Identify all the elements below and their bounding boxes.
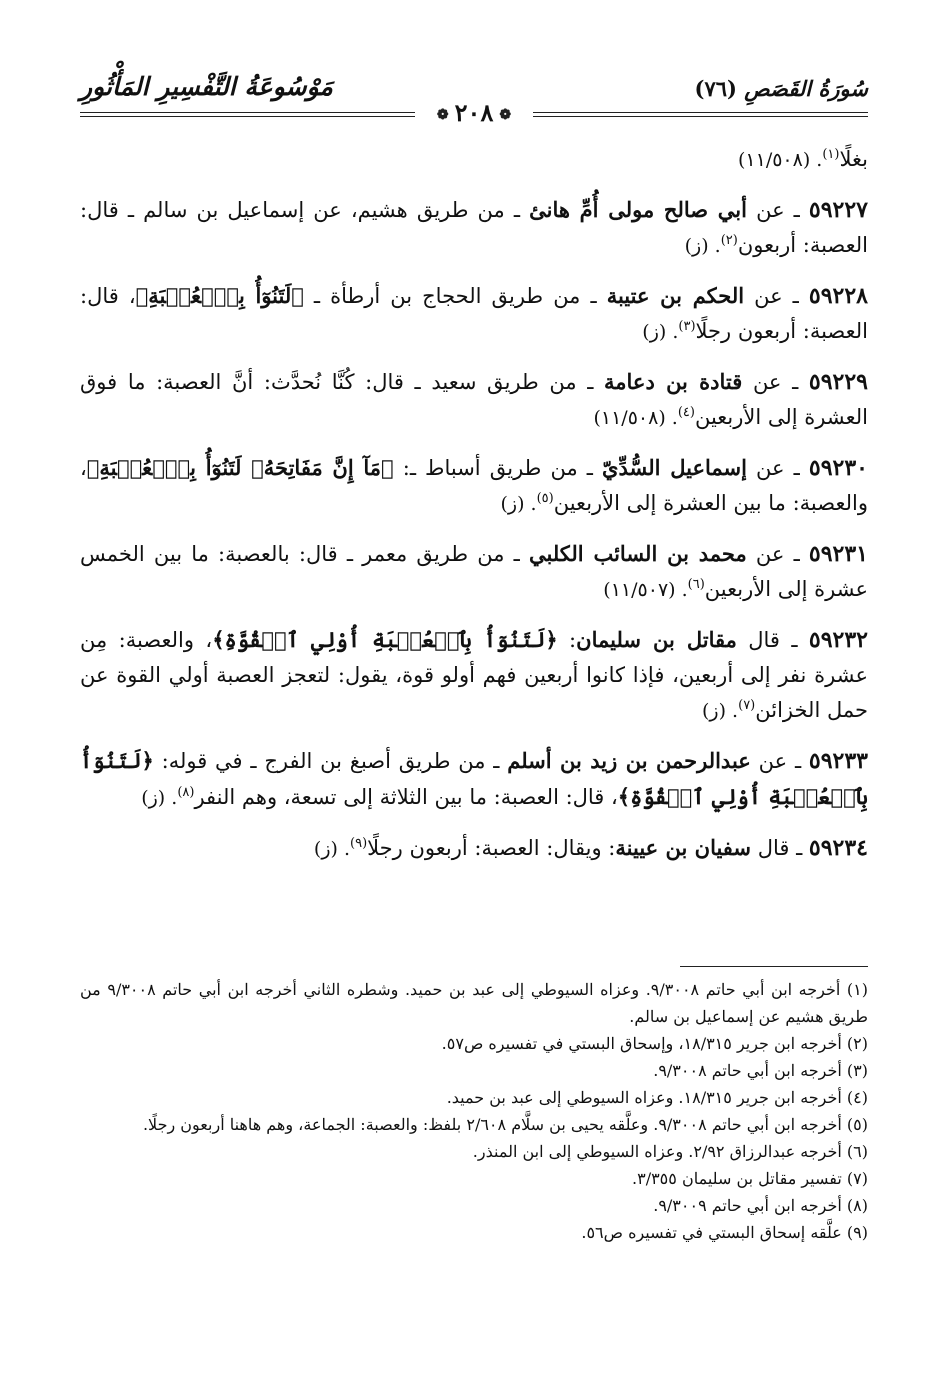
footnote-marker[interactable]: (٤) [677, 405, 695, 420]
narration-number: ٥٩٢٢٩ [808, 369, 868, 395]
text: ـ عن [746, 456, 809, 480]
narration-59232 [80, 622, 868, 729]
footnote-7: (٧) تفسير مقاتل بن سليمان ٣/٣٥٥. [632, 1169, 868, 1188]
reference: . (ز) [702, 700, 739, 722]
footnote-marker[interactable]: (٦) [687, 577, 705, 592]
surah-heading [695, 76, 868, 101]
footnote-marker[interactable]: (٩) [350, 836, 368, 851]
surah-name: سُورَةُ القَصَصِ [744, 76, 868, 101]
narration-number: ٥٩٢٣٤ [808, 835, 868, 861]
page-number-block [431, 98, 517, 127]
narrator-name: محمد بن السائب الكلبي [529, 541, 747, 566]
footnote-3: (٣) أخرجه ابن أبي حاتم ٩/٣٠٠٨. [653, 1061, 868, 1080]
text: ـ عن [746, 542, 809, 566]
quran-quote: ﴿لَتَنُوٓأُ بِٱلۡعُصۡبَةِ أُوْلِي ٱلۡقُوَّةِ﴾ [212, 627, 558, 652]
reference: . (ز) [313, 838, 350, 860]
footnote-9: (٩) علَّقه إسحاق البستي في تفسيره ص٥٦. [581, 1223, 868, 1242]
page-number: ٢٠٨ [454, 98, 494, 127]
reference: . (١١/٥٠٧) [603, 579, 688, 601]
text: ، والعصبة: ما بين العشرة إلى الأربعين [80, 456, 868, 515]
narration-number: ٥٩٢٢٨ [808, 283, 868, 309]
text: ، والعصبة: مِن عشرة نفر إلى أربعين، فإذا كانوا أربعين فهم أولو قوة، يقول: لتعجز العصبة أولي القوة عن حمل الخزائن [80, 628, 868, 722]
narration-59228 [80, 278, 868, 350]
reference: . (ز) [642, 321, 679, 343]
footnote-marker[interactable]: (٧) [738, 698, 756, 713]
text: ـ من طريق سعيد ـ قال: كُنَّا نُحدَّث: أنَّ العصبة: ما فوق العشرة إلى الأربعين [80, 370, 868, 429]
paragraph-continuation [80, 142, 868, 178]
narration-number: ٥٩٢٣٢ [808, 627, 868, 653]
header-rule-right-inner [533, 116, 868, 117]
narration-59229 [80, 364, 868, 436]
header-rule-right [533, 112, 868, 113]
text: : ويقال: العصبة: أربعون رجلًا [367, 836, 616, 860]
footnote-1: (١) أخرجه ابن أبي حاتم ٩/٣٠٠٨. وعزاه السيوطي إلى عبد بن حميد. وشطره الثاني أخرجه ابن أبي حاتم ٩/٣٠٠٨ من طريق هشيم عن إسماعيل بن سالم. [80, 980, 868, 1026]
text: ـ من طريق أسباط ـ: [393, 456, 603, 480]
footnote-marker[interactable]: (٢) [720, 233, 738, 248]
narration-number: ٥٩٢٣٠ [808, 455, 868, 481]
narrator-name: إسماعيل السُّدِّيّ [602, 455, 747, 480]
header-rule-left-inner [80, 116, 415, 117]
text: : [557, 628, 577, 652]
text: ـ عن [750, 749, 809, 773]
book-title: مَوْسُوعَةُ التَّفْسِيرِ المَأْثُورِ [80, 72, 333, 101]
text: ـ عن [742, 370, 809, 394]
text: بغلًا [839, 147, 868, 171]
quran-quote: ﴿مَآ إِنَّ مَفَاتِحَهُۥ لَتَنُوٓأُ بِٱلۡعُصۡبَةِ﴾ [86, 455, 394, 480]
narrator-name: مقاتل بن سليمان [576, 627, 737, 652]
narrator-name: قتادة بن دعامة [604, 369, 743, 394]
reference: . (١١/٥٠٨) [737, 149, 823, 171]
reference: . (ز) [684, 235, 721, 257]
quran-quote: ﴿لَتَنُوٓأُ بِٱلۡعُصۡبَةِ﴾ [135, 283, 304, 308]
text: ـ قال [736, 628, 809, 652]
narration-59234 [80, 830, 868, 867]
footnote-marker[interactable]: (٣) [678, 319, 696, 334]
narration-number: ٥٩٢٢٧ [808, 197, 868, 223]
text: ـ من طريق هشيم، عن إسماعيل بن سالم ـ قال: العصبة: أربعون [80, 198, 868, 257]
reference: . (ز) [500, 493, 537, 515]
narrator-name: الحكم بن عتيبة [606, 283, 745, 308]
narrator-name: أبي صالح مولى أُمِّ هانئ [529, 197, 747, 222]
narration-59231 [80, 536, 868, 608]
footnote-5: (٥) أخرجه ابن أبي حاتم ٩/٣٠٠٨. وعلَّقه يحيى بن سلَّام ٢/٦٠٨ بلفظ: والعصبة: الجماعة، وهم هاهنا أربعون رجلًا. [142, 1115, 868, 1134]
text: ، قال: العصبة: ما بين الثلاثة إلى تسعة، وهم النفر [194, 785, 618, 809]
text: ـ عن [747, 198, 809, 222]
footnote-separator [680, 966, 868, 967]
text: ، قال: العصبة: أربعون رجلًا [80, 284, 868, 343]
narrator-name: عبدالرحمن بن زيد بن أسلم [507, 748, 751, 773]
footnotes [80, 976, 868, 1246]
quran-quote: ﴿لَتَنُوٓأُ بِٱلۡعُصۡبَةِ أُوْلِي ٱلۡقُوَّةِ﴾ [80, 748, 868, 809]
footnote-marker[interactable]: (١) [822, 147, 840, 162]
footnote-marker[interactable]: (٥) [536, 491, 554, 506]
footnote-6: (٦) أخرجه عبدالرزاق ٢/٩٢. وعزاه السيوطي إلى ابن المنذر. [472, 1142, 868, 1161]
text: ـ من طريق أصبغ بن الفرج ـ في قوله: [153, 749, 508, 773]
narration-59227 [80, 192, 868, 264]
ornament-icon: ❁ [436, 106, 449, 123]
footnote-2: (٢) أخرجه ابن جرير ١٨/٣١٥، وإسحاق البستي في تفسيره ص٥٧. [441, 1034, 868, 1053]
text: ـ من طريق الحجاج بن أرطأة ـ [303, 284, 607, 308]
narration-59230 [80, 450, 868, 522]
narrator-name: سفيان بن عيينة [615, 835, 752, 860]
header-rule-left [80, 112, 415, 113]
main-text [80, 142, 868, 881]
running-header [80, 66, 868, 134]
footnote-8: (٨) أخرجه ابن أبي حاتم ٩/٣٠٠٩. [653, 1196, 868, 1215]
text: ـ قال [751, 836, 809, 860]
text: ـ من طريق معمر ـ قال: بالعصبة: ما بين الخمس عشرة إلى الأربعين [80, 542, 868, 601]
narration-number: ٥٩٢٣٣ [808, 748, 868, 774]
ornament-icon: ❁ [499, 106, 512, 123]
reference: . (١١/٥٠٨) [593, 407, 678, 429]
reference: . (ز) [141, 787, 178, 809]
footnote-4: (٤) أخرجه ابن جرير ١٨/٣١٥. وعزاه السيوطي إلى عبد بن حميد. [446, 1088, 868, 1107]
narration-59233 [80, 743, 868, 816]
ayah-number: (٧٦) [694, 76, 737, 101]
footnote-marker[interactable]: (٨) [177, 785, 195, 800]
narration-number: ٥٩٢٣١ [808, 541, 868, 567]
text: ـ عن [744, 284, 809, 308]
